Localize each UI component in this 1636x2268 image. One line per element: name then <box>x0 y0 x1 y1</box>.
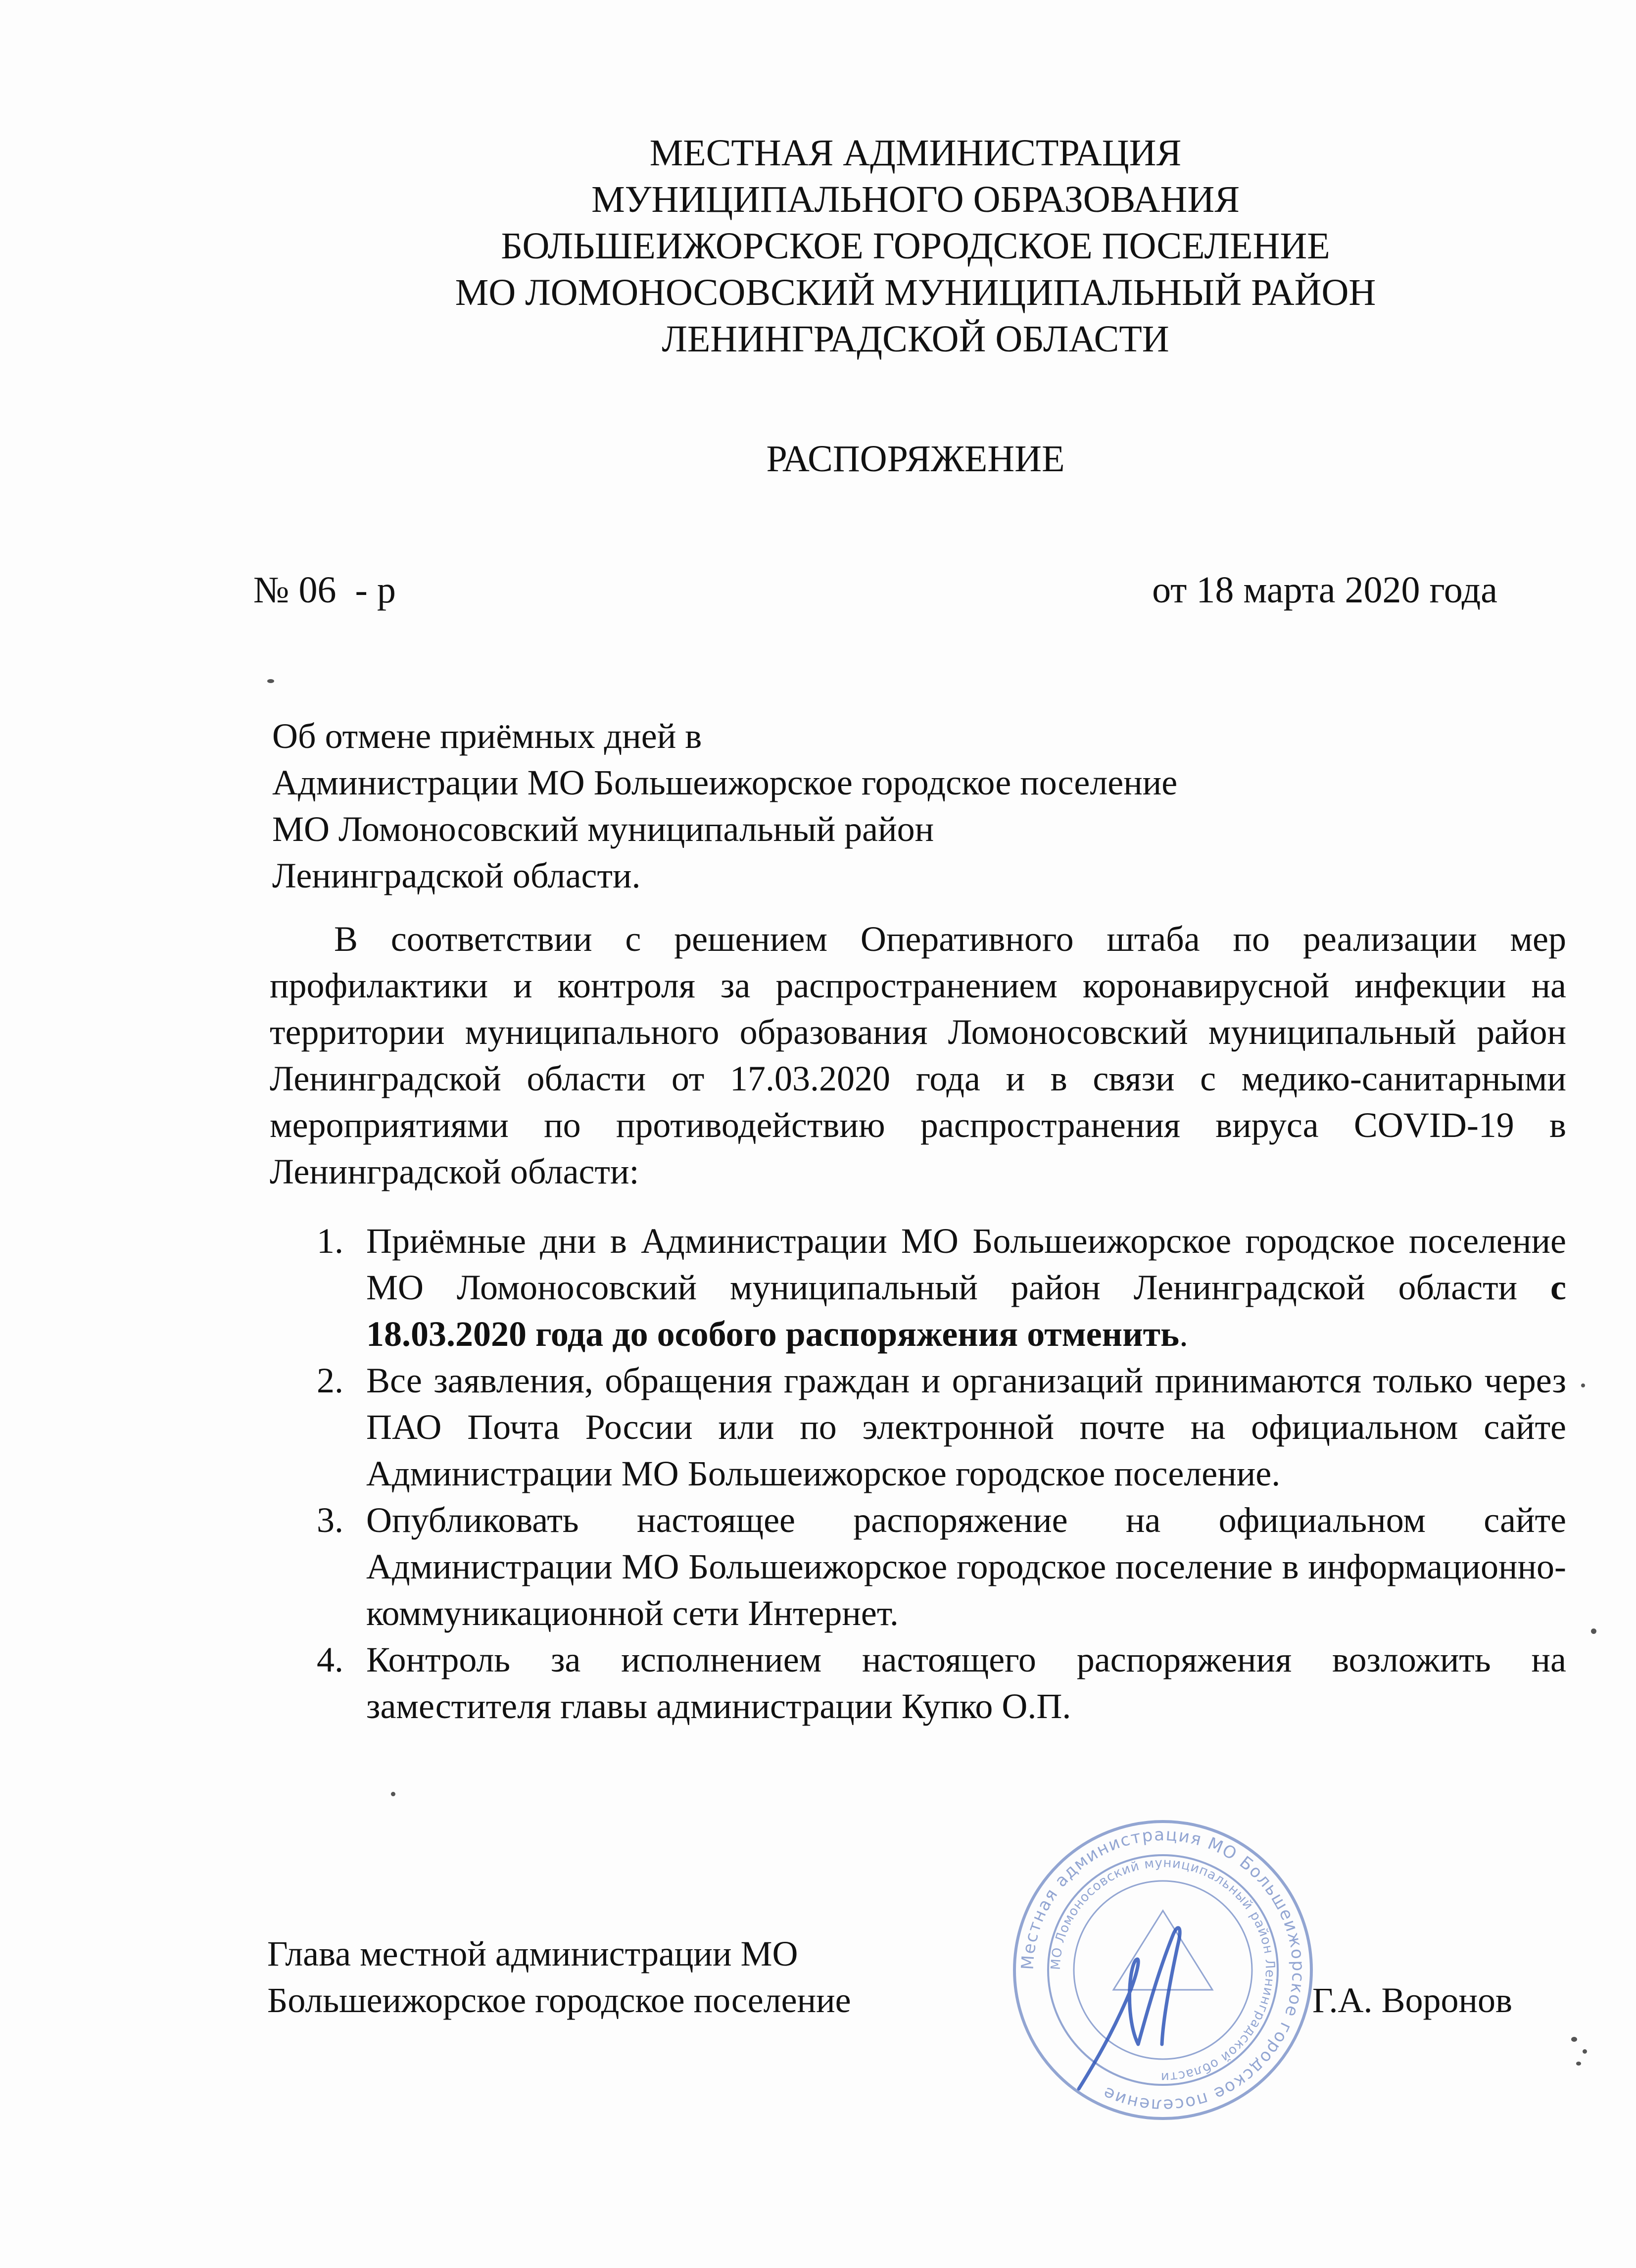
document-subject <box>272 713 1177 899</box>
header-line-3: БОЛЬШЕИЖОРСКОЕ ГОРОДСКОЕ ПОСЕЛЕНИЕ <box>501 225 1330 267</box>
scan-speck <box>391 1792 395 1796</box>
scan-speck <box>1571 2037 1577 2042</box>
order-text: Контроль за исполнением настоящего распоряжения возложить на заместителя главы администрации Купко О.П. <box>366 1640 1566 1726</box>
order-text: Опубликовать настоящее распоряжение на официальном сайте Администрации МО Большеижорское городское поселение в информационно-коммуникационной сети Интернет. <box>366 1500 1566 1633</box>
scan-speck <box>1583 2049 1587 2054</box>
stamp-ring-text-outer-path: Местная администрация МО Большеижорское городское поселение <box>1017 1824 1308 2116</box>
header-line-1: МЕСТНАЯ АДМИНИСТРАЦИЯ <box>649 132 1182 174</box>
subject-line-4: Ленинградской области. <box>272 856 641 895</box>
scan-speck <box>1591 1628 1596 1634</box>
header-line-5: ЛЕНИНГРАДСКОЙ ОБЛАСТИ <box>662 318 1169 360</box>
order-number: 1. <box>317 1221 343 1261</box>
scan-speck <box>1581 1383 1585 1387</box>
document-header <box>297 130 1534 362</box>
stamp-emblem <box>1113 1911 1212 1990</box>
order-item-4 <box>292 1636 1566 1729</box>
stamp-ring-text-inner-path: МО Ломоносовский муниципальный район Ленинградской области <box>1048 1855 1278 2085</box>
signer-name: Г.А. Воронов <box>1312 1980 1512 2020</box>
preamble-paragraph: В соответствии с решением Оперативного штаба по реализации мер профилактики и контроля за распространением коронавирусной инфекции на территории муниципального образования Ломоносовский муниципальный район Ленинградской области от 17.03.2020 года и в связи с медико-санитарными мероприятиями по противодействию распространения вируса COVID-19 в Ленинградской области: <box>270 919 1566 1191</box>
order-item-1 <box>292 1218 1566 1357</box>
order-number: 4. <box>317 1640 343 1679</box>
signer-position-line-1: Глава местной администрации МО <box>267 1934 798 1973</box>
order-number: 2. <box>317 1361 343 1400</box>
scan-speck <box>267 679 274 683</box>
subject-line-1: Об отмене приёмных дней в <box>272 716 702 756</box>
order-text-end: . <box>1179 1314 1189 1354</box>
handwritten-signature <box>1079 1928 1180 2089</box>
subject-line-3: МО Ломоносовский муниципальный район <box>272 809 934 849</box>
signer-position <box>267 1930 851 2023</box>
subject-line-2: Администрации МО Большеижорское городское поселение <box>272 763 1178 802</box>
signer-position-line-2: Большеижорское городское поселение <box>267 1980 851 2020</box>
order-text: Все заявления, обращения граждан и организаций принимаются только через ПАО Почта России или по электронной почте на официальном сайте Администрации МО Большеижорское городское поселение. <box>366 1361 1566 1493</box>
scan-speck <box>1576 2062 1581 2066</box>
order-item-3 <box>292 1497 1566 1636</box>
document-number: № 06 - р <box>253 569 396 611</box>
document-type-title: РАСПОРЯЖЕНИЕ <box>766 438 1065 480</box>
order-text-bold: с 18.03.2020 года до особого распоряжения отменить <box>366 1268 1566 1354</box>
official-stamp <box>1005 1812 1321 2128</box>
order-list <box>292 1218 1566 1729</box>
header-line-4: МО ЛОМОНОСОВСКИЙ МУНИЦИПАЛЬНЫЙ РАЙОН <box>455 272 1376 313</box>
stamp-ring-text-inner <box>1049 1856 1278 2084</box>
order-text: Приёмные дни в Администрации МО Большеижорское городское поселение МО Ломоносовский муниципальный район Ленинградской области <box>366 1221 1566 1307</box>
document-date: от 18 марта 2020 года <box>1152 569 1497 611</box>
order-number: 3. <box>317 1500 343 1540</box>
order-item-2 <box>292 1357 1566 1497</box>
header-line-2: МУНИЦИПАЛЬНОГО ОБРАЗОВАНИЯ <box>591 179 1240 220</box>
